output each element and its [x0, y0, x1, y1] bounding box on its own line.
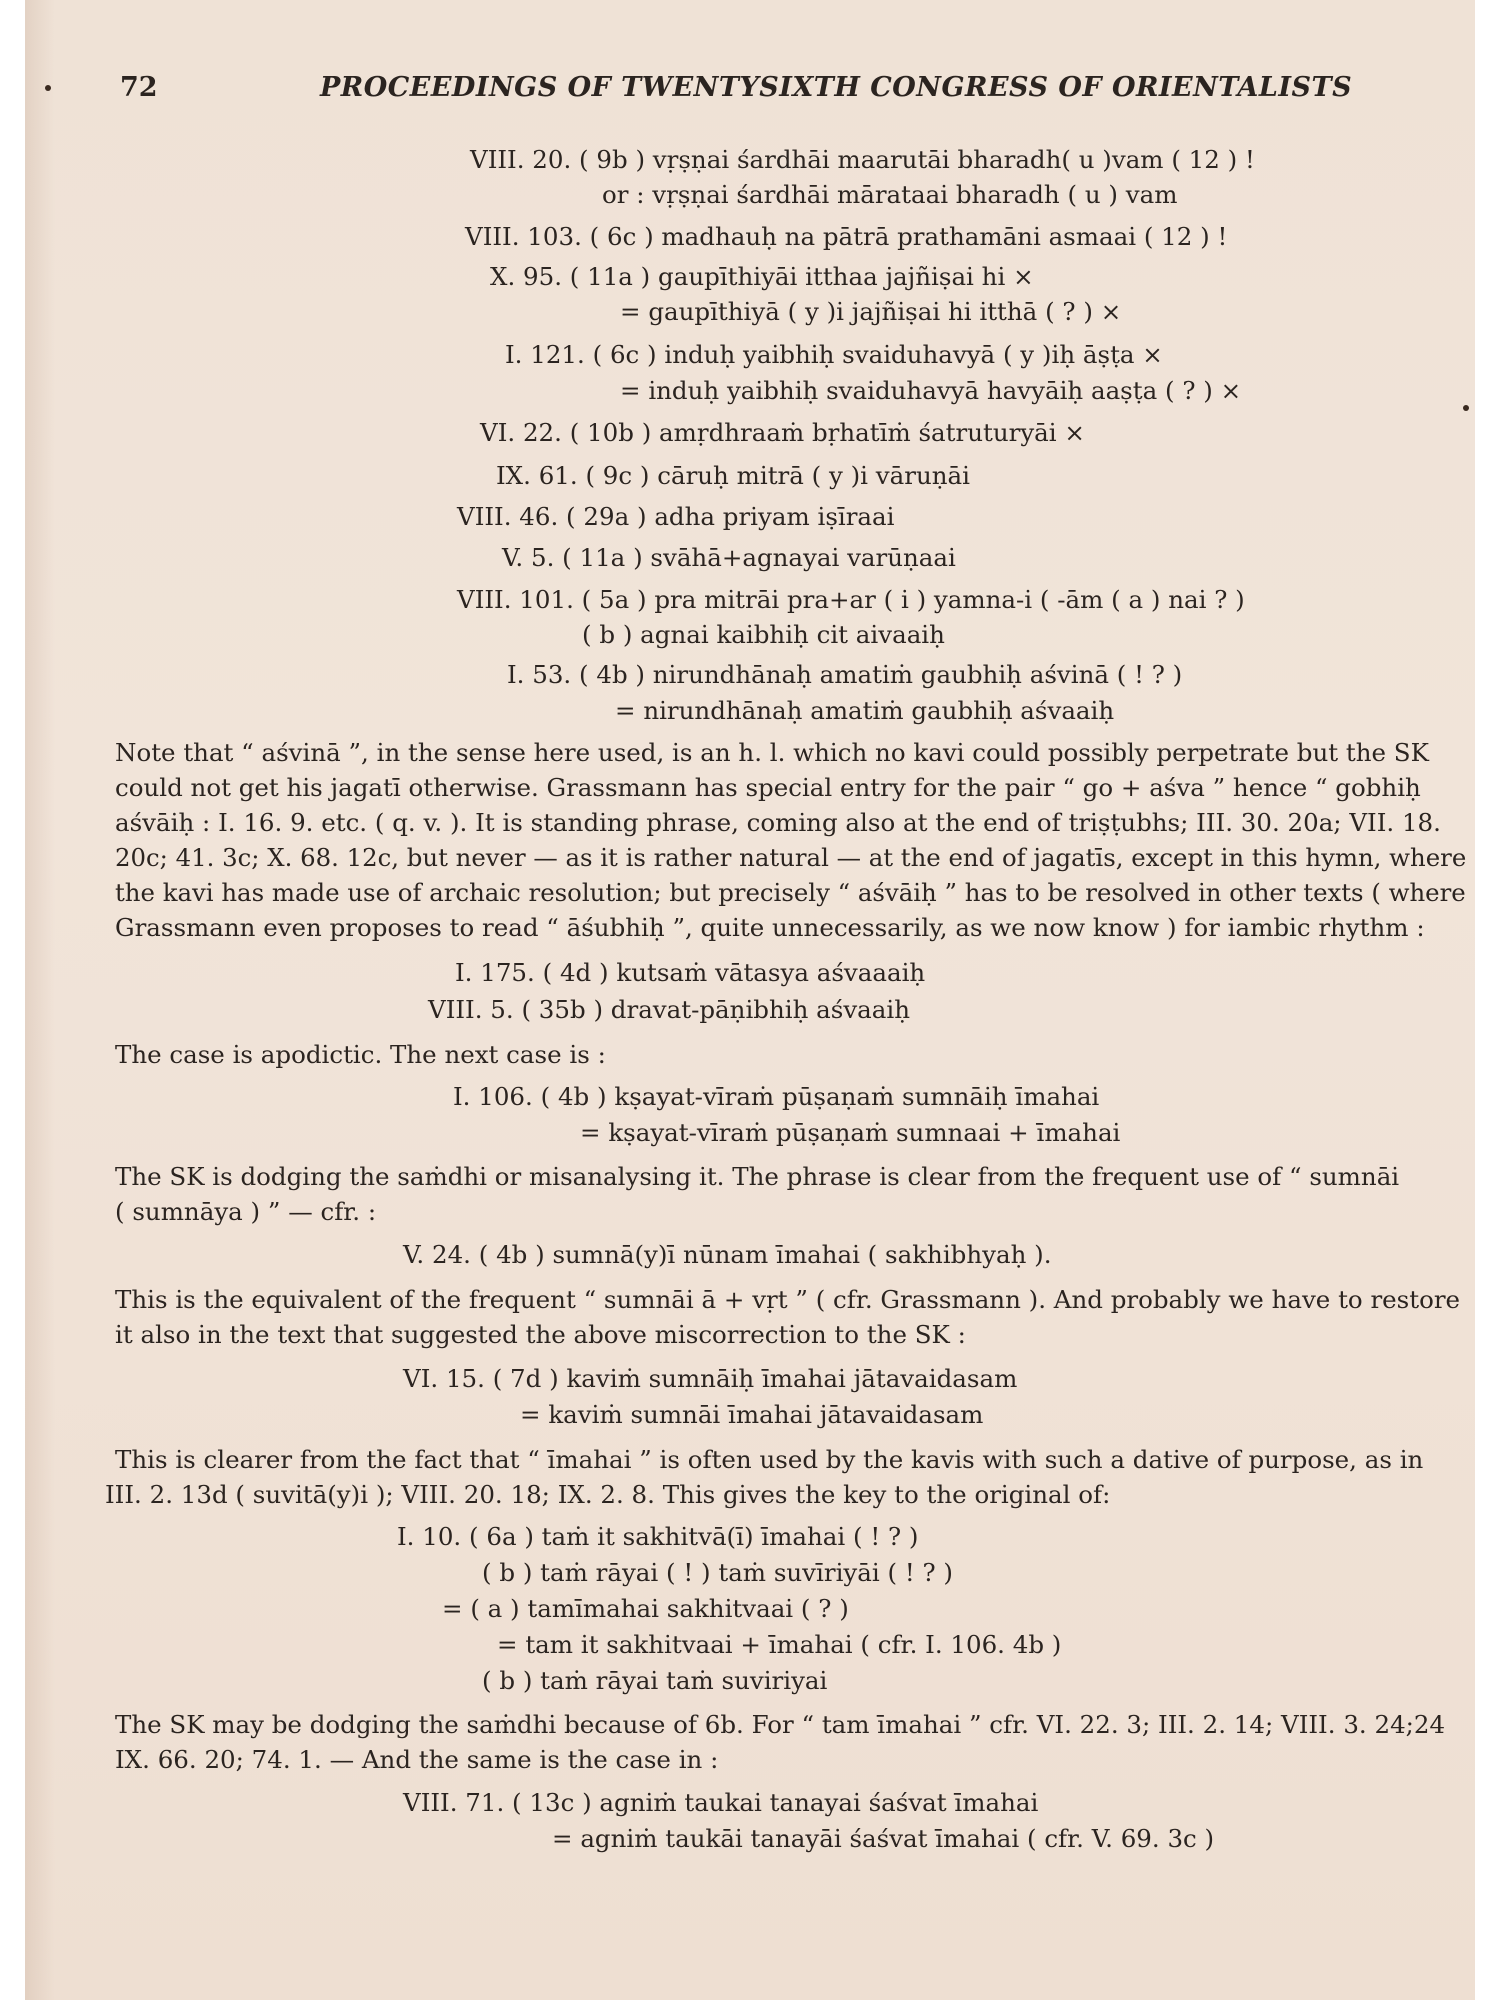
- verse-line: I. 10. ( 6a ) taṁ it sakhitvā(ī) īmahai ( ! ? ): [397, 1522, 919, 1551]
- text-line: Grassmann even proposes to read “ āśubhiḥ ”, quite unnecessarily, as we now know ) for iambic rhythm :: [115, 913, 1425, 942]
- dot-mark: [1463, 405, 1469, 411]
- verse-line: VIII. 103. ( 6c ) madhauḥ na pātrā prathamāni asmaai ( 12 ) !: [465, 222, 1228, 251]
- verse-line: I. 106. ( 4b ) kṣayat-vīraṁ pūṣaṇaṁ sumnāiḥ īmahai: [453, 1082, 1100, 1111]
- verse-line: V. 24. ( 4b ) sumnā(y)ī nūnam īmahai ( sakhibhyaḥ ).: [403, 1240, 1052, 1269]
- verse-line: = kṣayat-vīraṁ pūṣaṇaṁ sumnaai + īmahai: [580, 1118, 1121, 1147]
- text-line: could not get his jagatī otherwise. Grassmann has special entry for the pair “ go + aśva ” hence “ gobhiḥ: [115, 773, 1421, 802]
- verse-line: VI. 15. ( 7d ) kaviṁ sumnāiḥ īmahai jātavaidasam: [403, 1364, 1018, 1393]
- text-line: IX. 66. 20; 74. 1. — And the same is the case in :: [115, 1745, 719, 1774]
- verse-line: or : vṛṣṇai śardhāi mārataai bharadh ( u ) vam: [602, 180, 1178, 209]
- verse-line: IX. 61. ( 9c ) cāruḥ mitrā ( y )i vāruṇāi: [496, 461, 970, 490]
- verse-line: VIII. 46. ( 29a ) adha priyam iṣīraai: [457, 502, 895, 531]
- verse-line: V. 5. ( 11a ) svāhā+agnayai varūṇaai: [502, 543, 956, 572]
- verse-line: X. 95. ( 11a ) gaupīthiyāi itthaa jajñiṣai hi ×: [490, 262, 1034, 291]
- text-line: aśvāiḥ : I. 16. 9. etc. ( q. v. ). It is standing phrase, coming also at the end of triṣṭubhs; III. 30. 20a; VII. 18.: [115, 808, 1441, 837]
- verse-line: = tam it sakhitvaai + īmahai ( cfr. I. 106. 4b ): [497, 1630, 1062, 1659]
- text-line: The SK may be dodging the saṁdhi because of 6b. For “ tam īmahai ” cfr. VI. 22. 3; III. 2. 14; VIII. 3. 24;24: [115, 1710, 1446, 1739]
- verse-line: = ( a ) tamīmahai sakhitvaai ( ? ): [442, 1594, 849, 1623]
- text-line: This is clearer from the fact that “ īmahai ” is often used by the kavis with such a dative of purpose, as in: [115, 1445, 1424, 1474]
- verse-line: = induḥ yaibhiḥ svaiduhavyā havyāiḥ aaṣṭa ( ? ) ×: [620, 376, 1242, 405]
- page-number: 72: [120, 72, 158, 103]
- verse-line: = kaviṁ sumnāi īmahai jātavaidasam: [520, 1400, 984, 1429]
- verse-line: VIII. 71. ( 13c ) agniṁ taukai tanayai śaśvat īmahai: [403, 1788, 1039, 1817]
- text-line: 20c; 41. 3c; X. 68. 12c, but never — as it is rather natural — at the end of jagatīs, except in this hymn, where: [115, 843, 1467, 872]
- text-line: ( sumnāya ) ” — cfr. :: [115, 1197, 377, 1226]
- scanned-page: [25, 0, 1475, 2000]
- verse-line: = agniṁ taukāi tanayāi śaśvat īmahai ( cfr. V. 69. 3c ): [552, 1824, 1215, 1853]
- text-line: the kavi has made use of archaic resolution; but precisely “ aśvāiḥ ” has to be resolved in other texts ( where: [115, 878, 1466, 907]
- verse-line: I. 175. ( 4d ) kutsaṁ vātasya aśvaaaiḥ: [455, 958, 926, 987]
- verse-line: VIII. 5. ( 35b ) dravat-pāṇibhiḥ aśvaaiḥ: [428, 995, 910, 1024]
- text-line: it also in the text that suggested the above miscorrection to the SK :: [115, 1320, 966, 1349]
- text-line: This is the equivalent of the frequent “ sumnāi ā + vṛt ” ( cfr. Grassmann ). And probably we have to restore: [115, 1285, 1461, 1314]
- verse-line: = gaupīthiyā ( y )i jajñiṣai hi itthā ( ? ) ×: [620, 297, 1122, 326]
- page-header: [25, 72, 1475, 108]
- text-line: III. 2. 13d ( suvitā(y)i ); VIII. 20. 18; IX. 2. 8. This gives the key to the original of:: [105, 1480, 1111, 1509]
- running-head: PROCEEDINGS OF TWENTYSIXTH CONGRESS OF ORIENTALISTS: [320, 72, 1353, 103]
- dot-mark: [45, 85, 51, 91]
- verse-line: ( b ) taṁ rāyai ( ! ) taṁ suvīriyāi ( ! ? ): [482, 1558, 953, 1587]
- verse-line: I. 121. ( 6c ) induḥ yaibhiḥ svaiduhavyā ( y )iḥ āṣṭa ×: [505, 340, 1163, 369]
- verse-line: VI. 22. ( 10b ) amṛdhraaṁ bṛhatīṁ śatruturyāi ×: [480, 418, 1085, 447]
- verse-line: I. 53. ( 4b ) nirundhānaḥ amatiṁ gaubhiḥ aśvinā ( ! ? ): [507, 660, 1183, 689]
- verse-line: VIII. 20. ( 9b ) vṛṣṇai śardhāi maarutāi bharadh( u )vam ( 12 ) !: [470, 145, 1255, 174]
- verse-line: ( b ) agnai kaibhiḥ cit aivaaiḥ: [582, 620, 945, 649]
- verse-line: ( b ) taṁ rāyai taṁ suviriyai: [482, 1666, 828, 1695]
- text-line: The SK is dodging the saṁdhi or misanalysing it. The phrase is clear from the frequent use of “ sumnāi: [115, 1162, 1400, 1191]
- verse-line: VIII. 101. ( 5a ) pra mitrāi pra+ar ( i ) yamna-i ( -ām ( a ) nai ? ): [457, 585, 1245, 614]
- text-line: Note that “ aśvinā ”, in the sense here used, is an h. l. which no kavi could possibly perpetrate but the SK: [115, 738, 1429, 767]
- verse-line: = nirundhānaḥ amatiṁ gaubhiḥ aśvaaiḥ: [615, 696, 1115, 725]
- text-line: The case is apodictic. The next case is :: [115, 1040, 606, 1069]
